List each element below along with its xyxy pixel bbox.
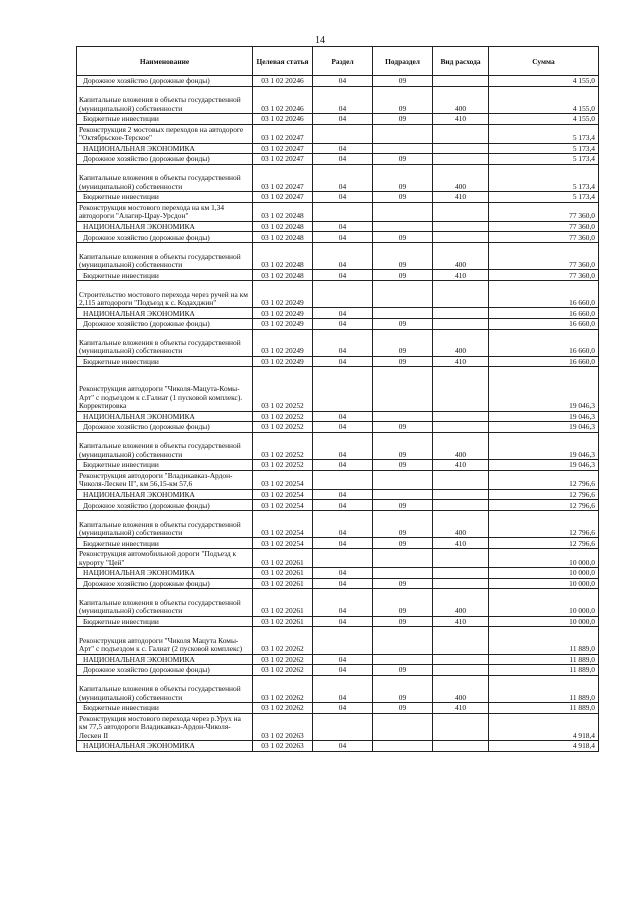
row-subsection: 09 [373,76,433,87]
row-sum: 16 660,0 [489,280,599,307]
row-section: 04 [313,86,373,113]
table-row [77,500,599,511]
row-subsection: 09 [373,154,433,165]
row-section: 04 [313,329,373,356]
header-expense-type: Вид расхода [433,47,489,76]
row-section: 04 [313,654,373,665]
table-row [77,713,599,740]
row-sum: 11 889,0 [489,703,599,714]
row-target-article: 03 1 02 20263 [253,741,313,752]
row-section [313,713,373,740]
row-subsection: 09 [373,665,433,676]
row-subsection: 09 [373,329,433,356]
row-expense-type: 400 [433,242,489,269]
row-target-article: 03 1 02 20248 [253,221,313,232]
table-row [77,232,599,243]
row-name: НАЦИОНАЛЬНАЯ ЭКОНОМИКА [77,221,253,232]
table-row [77,675,599,702]
row-expense-type: 400 [433,329,489,356]
table-row [77,538,599,549]
row-name: НАЦИОНАЛЬНАЯ ЭКОНОМИКА [77,741,253,752]
row-subsection [373,489,433,500]
row-expense-type [433,500,489,511]
row-target-article: 03 1 02 20247 [253,124,313,143]
table-row [77,741,599,752]
row-name: НАЦИОНАЛЬНАЯ ЭКОНОМИКА [77,654,253,665]
row-section [313,280,373,307]
row-target-article: 03 1 02 20262 [253,654,313,665]
row-expense-type: 400 [433,589,489,616]
header-code: Целевая статья [253,47,313,76]
table-body [77,76,599,752]
header-subsection: Подраздел [373,47,433,76]
row-name: Дорожное хозяйство (дорожные фонды) [77,318,253,329]
row-target-article: 03 1 02 20246 [253,86,313,113]
row-target-article: 03 1 02 20247 [253,154,313,165]
row-section: 04 [313,192,373,203]
row-section [313,549,373,568]
row-sum: 12 796,6 [489,470,599,489]
row-name: Дорожное хозяйство (дорожные фонды) [77,154,253,165]
row-expense-type: 400 [433,511,489,538]
row-section: 04 [313,616,373,627]
row-expense-type [433,654,489,665]
row-name: Капитальные вложения в объекты государственной (муниципальной) собственности [77,86,253,113]
row-sum: 10 000,0 [489,549,599,568]
row-name: Бюджетные инвестиции [77,616,253,627]
table-row [77,308,599,319]
row-expense-type: 400 [433,86,489,113]
row-subsection [373,202,433,221]
row-target-article: 03 1 02 20254 [253,489,313,500]
row-expense-type [433,124,489,143]
row-name: Бюджетные инвестиции [77,703,253,714]
row-sum: 19 046,3 [489,411,599,422]
row-name: Бюджетные инвестиции [77,538,253,549]
row-expense-type [433,318,489,329]
row-subsection: 09 [373,511,433,538]
row-section: 04 [313,232,373,243]
row-expense-type [433,422,489,433]
row-subsection: 09 [373,675,433,702]
row-expense-type: 400 [433,432,489,459]
row-expense-type: 400 [433,675,489,702]
row-target-article: 03 1 02 20252 [253,367,313,411]
budget-table [76,46,599,752]
row-target-article: 03 1 02 20254 [253,511,313,538]
table-row [77,703,599,714]
row-expense-type [433,568,489,579]
row-sum: 16 660,0 [489,356,599,367]
row-subsection: 09 [373,318,433,329]
table-row [77,460,599,471]
row-target-article: 03 1 02 20262 [253,703,313,714]
row-name: Бюджетные инвестиции [77,192,253,203]
row-subsection [373,470,433,489]
row-expense-type: 410 [433,460,489,471]
row-section: 04 [313,589,373,616]
table-row [77,113,599,124]
row-subsection: 09 [373,538,433,549]
row-section: 04 [313,489,373,500]
row-target-article: 03 1 02 20261 [253,549,313,568]
table-row [77,86,599,113]
row-target-article: 03 1 02 20252 [253,422,313,433]
row-target-article: 03 1 02 20246 [253,76,313,87]
row-target-article: 03 1 02 20248 [253,202,313,221]
row-subsection: 09 [373,703,433,714]
row-expense-type [433,143,489,154]
row-sum: 10 000,0 [489,578,599,589]
page-number: 14 [315,35,325,46]
row-sum: 77 360,0 [489,202,599,221]
row-name: Бюджетные инвестиции [77,270,253,281]
row-sum: 4 155,0 [489,86,599,113]
row-expense-type [433,411,489,422]
row-name: НАЦИОНАЛЬНАЯ ЭКОНОМИКА [77,411,253,422]
row-target-article: 03 1 02 20247 [253,164,313,191]
table-row [77,549,599,568]
row-name: Строительство мостового перехода через ручей на км 2,115 автодороги "Подъезд к с. Кодахджин" [77,280,253,307]
row-section: 04 [313,568,373,579]
row-target-article: 03 1 02 20252 [253,411,313,422]
row-section: 04 [313,76,373,87]
table-row [77,432,599,459]
row-name: Реконструкция автодороги "Владикавказ-Ардон-Чиколя-Лескен II", км 56,15-км 57,6 [77,470,253,489]
row-sum: 10 000,0 [489,616,599,627]
row-expense-type [433,76,489,87]
row-subsection [373,741,433,752]
row-name: Дорожное хозяйство (дорожные фонды) [77,500,253,511]
row-target-article: 03 1 02 20254 [253,500,313,511]
row-expense-type: 410 [433,703,489,714]
table-row [77,665,599,676]
table-row [77,318,599,329]
row-target-article: 03 1 02 20249 [253,356,313,367]
row-section: 04 [313,422,373,433]
row-section: 04 [313,154,373,165]
row-target-article: 03 1 02 20248 [253,270,313,281]
row-section: 04 [313,741,373,752]
row-section: 04 [313,270,373,281]
row-section [313,124,373,143]
table-row [77,616,599,627]
row-name: Реконструкция мостового перехода через р.Урух на км 77,5 автодороги Владикавказ-Ардон-Чиколя-Лескен II [77,713,253,740]
row-subsection: 09 [373,242,433,269]
row-target-article: 03 1 02 20261 [253,589,313,616]
row-expense-type [433,713,489,740]
row-sum: 4 918,4 [489,741,599,752]
table-row [77,270,599,281]
row-expense-type: 410 [433,538,489,549]
row-target-article: 03 1 02 20254 [253,470,313,489]
row-subsection [373,124,433,143]
row-subsection: 09 [373,86,433,113]
row-sum: 12 796,6 [489,489,599,500]
row-section: 04 [313,411,373,422]
table-row [77,470,599,489]
row-name: Дорожное хозяйство (дорожные фонды) [77,665,253,676]
row-name: Бюджетные инвестиции [77,460,253,471]
row-subsection: 09 [373,164,433,191]
row-subsection: 09 [373,589,433,616]
row-expense-type: 410 [433,270,489,281]
row-subsection [373,568,433,579]
row-expense-type [433,280,489,307]
row-subsection: 09 [373,616,433,627]
table-row [77,489,599,500]
row-section: 04 [313,578,373,589]
row-expense-type: 410 [433,616,489,627]
row-sum: 12 796,6 [489,538,599,549]
table-row [77,143,599,154]
row-section: 04 [313,356,373,367]
row-section: 04 [313,242,373,269]
table-row [77,654,599,665]
row-expense-type [433,741,489,752]
table-row [77,242,599,269]
row-name: НАЦИОНАЛЬНАЯ ЭКОНОМИКА [77,143,253,154]
row-name: НАЦИОНАЛЬНАЯ ЭКОНОМИКА [77,568,253,579]
row-section: 04 [313,143,373,154]
row-subsection [373,367,433,411]
row-target-article: 03 1 02 20248 [253,242,313,269]
table-row [77,221,599,232]
row-sum: 12 796,6 [489,500,599,511]
row-name: Капитальные вложения в объекты государственной (муниципальной) собственности [77,329,253,356]
row-target-article: 03 1 02 20261 [253,568,313,579]
row-section: 04 [313,221,373,232]
row-subsection: 09 [373,422,433,433]
row-sum: 16 660,0 [489,308,599,319]
row-target-article: 03 1 02 20261 [253,578,313,589]
row-subsection: 09 [373,356,433,367]
row-target-article: 03 1 02 20246 [253,113,313,124]
row-subsection: 09 [373,232,433,243]
row-expense-type: 400 [433,164,489,191]
row-expense-type [433,578,489,589]
row-subsection: 09 [373,270,433,281]
row-subsection: 09 [373,500,433,511]
row-section [313,367,373,411]
table-row [77,329,599,356]
table-row [77,578,599,589]
row-target-article: 03 1 02 20247 [253,143,313,154]
row-name: Капитальные вложения в объекты государственной (муниципальной) собственности [77,242,253,269]
row-expense-type [433,367,489,411]
row-sum: 5 173,4 [489,164,599,191]
row-subsection [373,627,433,654]
row-sum: 4 155,0 [489,76,599,87]
row-name: Дорожное хозяйство (дорожные фонды) [77,422,253,433]
table-row [77,192,599,203]
row-name: Реконструкция 2 мостовых переходов на автодороге "Октябрьское-Терское" [77,124,253,143]
table-row [77,124,599,143]
table-row [77,411,599,422]
row-sum: 10 000,0 [489,589,599,616]
row-sum: 19 046,3 [489,422,599,433]
row-section: 04 [313,500,373,511]
row-target-article: 03 1 02 20252 [253,432,313,459]
row-subsection: 09 [373,113,433,124]
row-target-article: 03 1 02 20252 [253,460,313,471]
row-target-article: 03 1 02 20249 [253,280,313,307]
row-expense-type [433,470,489,489]
row-sum: 4 155,0 [489,113,599,124]
row-section: 04 [313,511,373,538]
row-subsection [373,308,433,319]
row-subsection [373,654,433,665]
row-name: НАЦИОНАЛЬНАЯ ЭКОНОМИКА [77,308,253,319]
row-section: 04 [313,432,373,459]
row-expense-type: 410 [433,356,489,367]
row-subsection [373,411,433,422]
row-name: Бюджетные инвестиции [77,356,253,367]
row-name: Капитальные вложения в объекты государственной (муниципальной) собственности [77,675,253,702]
row-name: НАЦИОНАЛЬНАЯ ЭКОНОМИКА [77,489,253,500]
row-expense-type [433,221,489,232]
row-subsection: 09 [373,578,433,589]
row-sum: 19 046,3 [489,367,599,411]
row-name: Капитальные вложения в объекты государственной (муниципальной) собственности [77,432,253,459]
row-section: 04 [313,703,373,714]
row-section: 04 [313,113,373,124]
row-target-article: 03 1 02 20247 [253,192,313,203]
row-sum: 19 046,3 [489,432,599,459]
row-subsection: 09 [373,432,433,459]
row-section: 04 [313,318,373,329]
row-subsection [373,549,433,568]
row-sum: 11 889,0 [489,665,599,676]
row-target-article: 03 1 02 20262 [253,675,313,702]
row-target-article: 03 1 02 20249 [253,318,313,329]
row-sum: 16 660,0 [489,318,599,329]
row-subsection: 09 [373,192,433,203]
row-section [313,627,373,654]
table-row [77,356,599,367]
row-sum: 5 173,4 [489,143,599,154]
row-section: 04 [313,460,373,471]
table-row [77,627,599,654]
row-section: 04 [313,675,373,702]
row-target-article: 03 1 02 20262 [253,665,313,676]
row-name: Капитальные вложения в объекты государственной (муниципальной) собственности [77,164,253,191]
row-name: Капитальные вложения в объекты государственной (муниципальной) собственности [77,511,253,538]
header-name: Наименование [77,47,253,76]
row-target-article: 03 1 02 20261 [253,616,313,627]
row-name: Реконструкция автомобильной дороги "Подъезд к курорту "Цей" [77,549,253,568]
row-subsection [373,221,433,232]
row-expense-type [433,665,489,676]
row-name: Дорожное хозяйство (дорожные фонды) [77,76,253,87]
header-section: Раздел [313,47,373,76]
row-expense-type [433,232,489,243]
row-name: Капитальные вложения в объекты государственной (муниципальной) собственности [77,589,253,616]
row-section: 04 [313,308,373,319]
row-sum: 5 173,4 [489,192,599,203]
table-row [77,280,599,307]
row-sum: 5 173,4 [489,154,599,165]
row-subsection: 09 [373,460,433,471]
row-name: Дорожное хозяйство (дорожные фонды) [77,232,253,243]
row-sum: 4 918,4 [489,713,599,740]
row-expense-type [433,308,489,319]
row-section [313,470,373,489]
table-row [77,154,599,165]
row-sum: 77 360,0 [489,270,599,281]
row-expense-type [433,627,489,654]
header-sum: Сумма [489,47,599,76]
row-section: 04 [313,164,373,191]
table-row [77,568,599,579]
row-subsection [373,713,433,740]
row-subsection [373,143,433,154]
row-sum: 10 000,0 [489,568,599,579]
row-sum: 12 796,6 [489,511,599,538]
row-expense-type [433,202,489,221]
row-expense-type [433,549,489,568]
row-sum: 77 360,0 [489,242,599,269]
row-expense-type [433,489,489,500]
row-expense-type [433,154,489,165]
row-sum: 19 046,3 [489,460,599,471]
table-row [77,367,599,411]
row-target-article: 03 1 02 20249 [253,329,313,356]
table-row [77,202,599,221]
row-sum: 5 173,4 [489,124,599,143]
table-row [77,589,599,616]
row-expense-type: 410 [433,113,489,124]
row-sum: 11 889,0 [489,675,599,702]
row-sum: 11 889,0 [489,654,599,665]
row-subsection [373,280,433,307]
table-row [77,76,599,87]
row-sum: 11 889,0 [489,627,599,654]
row-name: Дорожное хозяйство (дорожные фонды) [77,578,253,589]
row-target-article: 03 1 02 20248 [253,232,313,243]
row-target-article: 03 1 02 20262 [253,627,313,654]
table-row [77,164,599,191]
row-sum: 77 360,0 [489,221,599,232]
row-name: Реконструкция мостового перехода на км 1,34 автодороги "Алагир-Црау-Урсдон" [77,202,253,221]
row-section: 04 [313,538,373,549]
row-name: Реконструкция автодороги "Чиколя-Мацута-Комы-Арт" с подъездом к с.Галиат (1 пусковой комплекс). Корректировка [77,367,253,411]
row-target-article: 03 1 02 20263 [253,713,313,740]
row-sum: 16 660,0 [489,329,599,356]
row-section [313,202,373,221]
row-name: Бюджетные инвестиции [77,113,253,124]
row-target-article: 03 1 02 20249 [253,308,313,319]
table-row [77,422,599,433]
row-target-article: 03 1 02 20254 [253,538,313,549]
row-name: Реконструкция автодороги "Чиколя Мацута Комы-Арт" с подъездом к с. Галиат (2 пусковой комплекс) [77,627,253,654]
row-expense-type: 410 [433,192,489,203]
row-section: 04 [313,665,373,676]
table-header-row [77,47,599,76]
row-sum: 77 360,0 [489,232,599,243]
table-row [77,511,599,538]
